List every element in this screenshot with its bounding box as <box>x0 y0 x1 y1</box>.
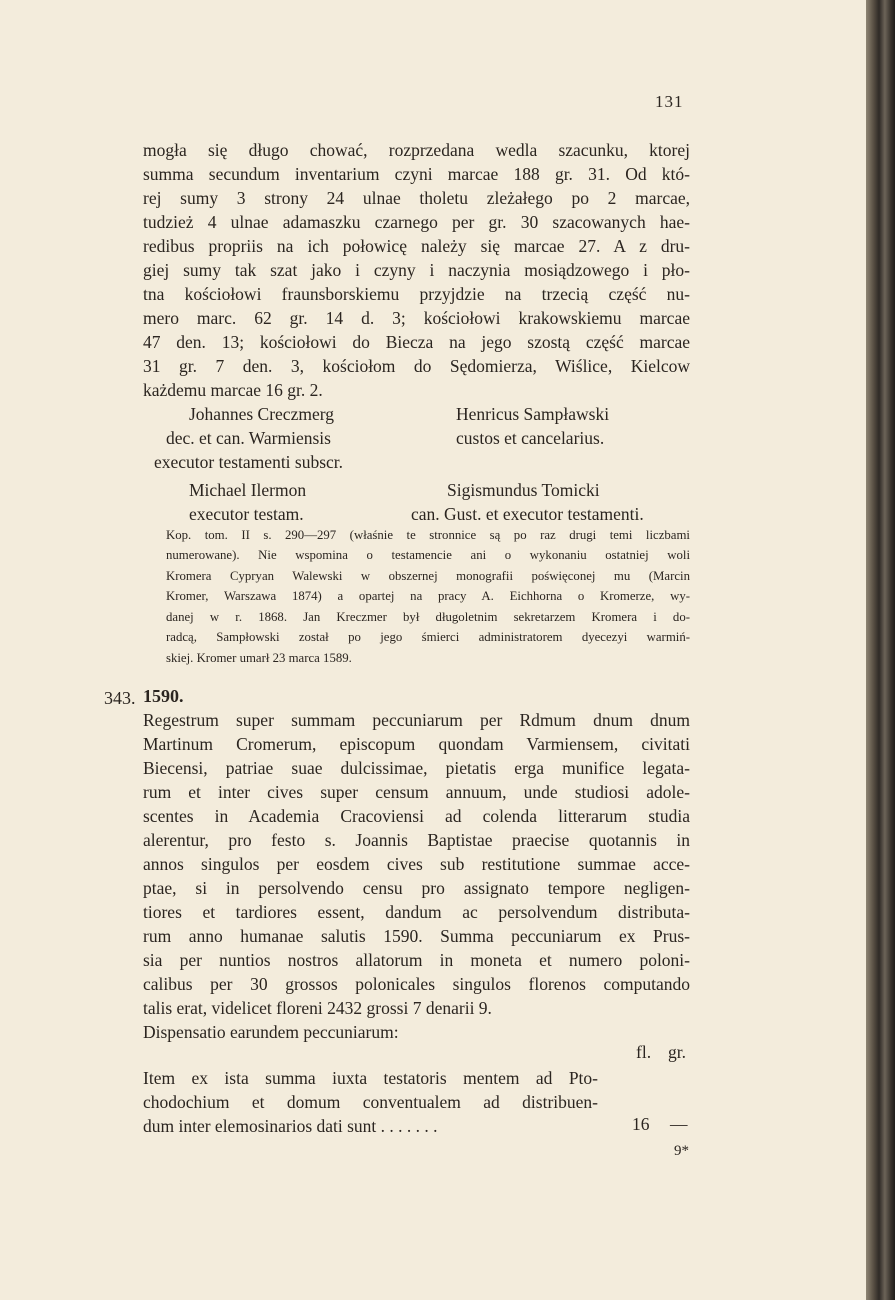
text-line: annos singulos per eosdem cives sub restitutione summae acce- <box>143 854 690 874</box>
text-line: summa secundum inventarium czyni marcae 188 gr. 31. Od któ- <box>143 164 690 184</box>
text-line: rum anno humanae salutis 1590. Summa peccuniarum ex Prus- <box>143 926 690 946</box>
signature-name: Michael Ilermon <box>189 480 307 500</box>
text-line: sia per nuntios nostros allatorum in moneta et numero poloni- <box>143 950 690 970</box>
amount-gr: — <box>670 1114 688 1134</box>
text-line: dum inter elemosinarios dati sunt . . . . . . . <box>143 1116 438 1136</box>
text-line: tna kościołowi fraunsborskiemu przyjdzie na trzecią część nu- <box>143 284 690 304</box>
text-line: 31 gr. 7 den. 3, kościołom do Sędomierza, Wiślice, Kielcow <box>143 356 690 376</box>
text-line: redibus propriis na ich połowicę należy się marcae 27. A z dru- <box>143 236 690 256</box>
text-line: talis erat, videlicet floreni 2432 grossi 7 denarii 9. <box>143 998 492 1018</box>
note-line: radcą, Sampłowski został po jego śmierci administratorem dyecezyi warmiń- <box>166 630 690 644</box>
note-line: danej w r. 1868. Jan Kreczmer był długoletnim sekretarzem Kromera i do- <box>166 610 690 624</box>
text-line: 47 den. 13; kościołowi do Biecza na jego szostą część marcae <box>143 332 690 352</box>
text-line: każdemu marcae 16 gr. 2. <box>143 380 323 400</box>
text-line: giej sumy tak szat jako i czyny i naczynia mosiądzowego i pło- <box>143 260 690 280</box>
note-line: skiej. Kromer umarł 23 marca 1589. <box>166 651 352 665</box>
text-line: tiores et tardiores essent, dandum ac persolvendum distributa- <box>143 902 690 922</box>
text-line: alerentur, pro festo s. Joannis Baptistae praecise quotannis in <box>143 830 690 850</box>
signature-mark: 9* <box>674 1143 689 1159</box>
entry-number: 343. <box>104 688 136 708</box>
signature-name: Sigismundus Tomicki <box>447 480 600 500</box>
signature-title: executor testam. <box>189 504 304 524</box>
entry-year: 1590. <box>143 686 184 706</box>
page-number: 131 <box>655 92 684 111</box>
column-header-fl: fl. <box>636 1042 652 1062</box>
signature-title: executor testamenti subscr. <box>154 452 344 472</box>
column-header-gr: gr. <box>668 1042 686 1062</box>
text-line: scentes in Academia Cracoviensi ad colenda litterarum studia <box>143 806 690 826</box>
signature-title: dec. et can. Warmiensis <box>166 428 331 448</box>
text-line: calibus per 30 grossos polonicales singulos florenos computando <box>143 974 690 994</box>
note-line: Kop. tom. II s. 290—297 (właśnie te stronnice są po raz drugi temi liczbami <box>166 528 690 542</box>
signature-name: Henricus Sampławski <box>456 404 610 424</box>
text-line: tudzież 4 ulnae adamaszku czarnego per gr. 30 szacowanych hae- <box>143 212 690 232</box>
text-line: Dispensatio earundem peccuniarum: <box>143 1022 399 1042</box>
note-line: Kromer, Warszawa 1874) a opartej na pracy A. Eichhorna o Kromerze, wy- <box>166 589 690 603</box>
text-line: Regestrum super summam peccuniarum per Rdmum dnum dnum <box>143 710 690 730</box>
signature-title: custos et cancelarius. <box>456 428 605 448</box>
text-line: rum et inter cives super censum annuum, unde studiosi adole- <box>143 782 690 802</box>
signature-title: can. Gust. et executor testamenti. <box>411 504 644 524</box>
text-line: rej sumy 3 strony 24 ulnae tholetu zleżałego po 2 marcae, <box>143 188 690 208</box>
text-line: mogła się długo chować, rozprzedana wedla szacunku, ktorej <box>143 140 690 160</box>
note-line: numerowane). Nie wspomina o testamencie ani o wykonaniu ostatniej woli <box>166 548 690 562</box>
text-line: Biecensi, patriae suae dulcissimae, pietatis erga munifice legata- <box>143 758 690 778</box>
note-line: Kromera Cypryan Walewski w obszernej monografii poświęconej mu (Marcin <box>166 569 690 583</box>
text-line: Item ex ista summa iuxta testatoris mentem ad Pto- <box>143 1068 598 1088</box>
text-line: ptae, si in persolvendo censu pro assignato tempore negligen- <box>143 878 690 898</box>
text-line: Martinum Cromerum, episcopum quondam Varmiensem, civitati <box>143 734 690 754</box>
signature-name: Johannes Creczmerg <box>189 404 334 424</box>
text-line: mero marc. 62 gr. 14 d. 3; kościołowi krakowskiemu marcae <box>143 308 690 328</box>
amount-fl: 16 <box>632 1114 650 1134</box>
text-line: chodochium et domum conventualem ad distribuen- <box>143 1092 598 1112</box>
page-edge <box>866 0 895 1300</box>
